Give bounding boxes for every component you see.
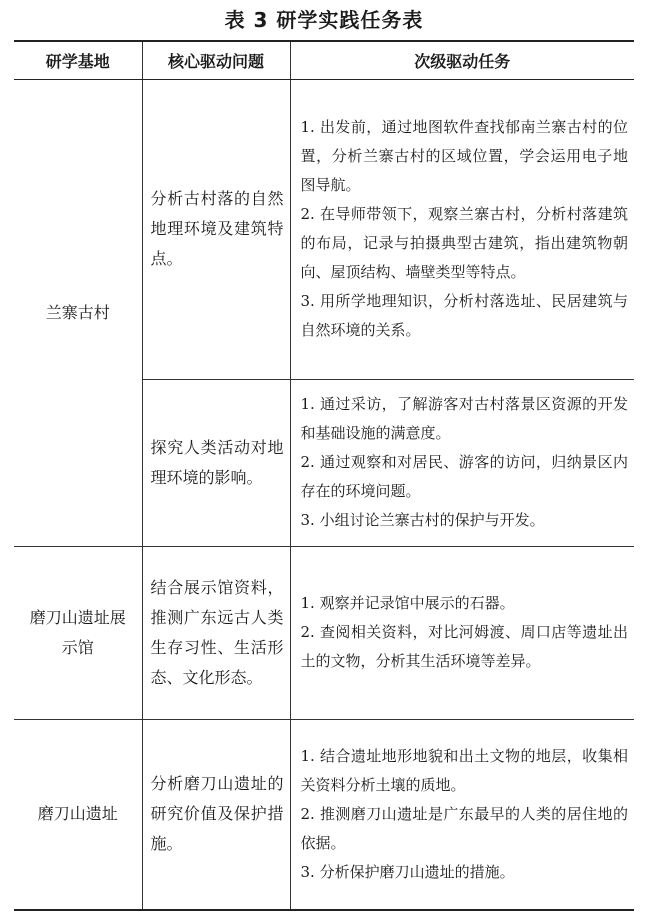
core-problem-cell: 分析磨刀山遗址的研究价值及保护措施。: [142, 719, 290, 910]
table-row: [14, 719, 634, 910]
sub-tasks-cell: [290, 379, 634, 546]
header-core-problem: 核心驱动问题: [142, 41, 290, 79]
task-item: 2. 通过观察和对居民、游客的访问，归纳景区内存在的环境问题。: [300, 453, 628, 500]
sub-tasks-cell: [290, 546, 634, 719]
task-item: 2. 推测磨刀山遗址是广东最早的人类的居住地的依据。: [300, 804, 628, 852]
research-task-table: [14, 40, 634, 911]
task-item: 3. 用所学地理知识，分析村落选址、民居建筑与自然环境的关系。: [300, 292, 628, 339]
sub-tasks-cell: [290, 79, 634, 379]
header-sub-tasks: 次级驱动任务: [290, 41, 634, 79]
task-item: 1. 出发前，通过地图软件查找郁南兰寨古村的位置，分析兰寨古村的区域位置，学会运用电子地图导航。: [300, 118, 628, 194]
task-item: 2. 查阅相关资料，对比河姆渡、周口店等遗址出土的文物，分析其生活环境等差异。: [300, 623, 628, 670]
task-item: 1. 通过采访，了解游客对古村落景区资源的开发和基础设施的满意度。: [300, 395, 628, 442]
base-cell: 兰寨古村: [14, 79, 142, 546]
core-problem-cell: 探究人类活动对地理环境的影响。: [142, 379, 290, 546]
table-caption: 表 3 研学实践任务表: [224, 8, 424, 32]
task-item: 3. 小组讨论兰寨古村的保护与开发。: [300, 511, 545, 529]
table-header-row: [14, 41, 634, 79]
table-row: [14, 546, 634, 719]
base-cell: 磨刀山遗址: [14, 719, 142, 910]
task-item: 2. 在导师带领下，观察兰寨古村，分析村落建筑的布局，记录与拍摄典型古建筑，指出建筑物朝向、屋顶结构、墙壁类型等特点。: [300, 205, 628, 281]
task-item: 3. 分析保护磨刀山遗址的措施。: [300, 862, 515, 881]
table-row: [14, 79, 634, 379]
header-base: 研学基地: [14, 41, 142, 79]
base-cell: 磨刀山遗址展示馆: [14, 546, 142, 719]
task-item: 1. 观察并记录馆中展示的石器。: [300, 594, 515, 612]
sub-tasks-cell: [290, 719, 634, 910]
core-problem-cell: 结合展示馆资料，推测广东远古人类生存习性、生活形态、文化形态。: [142, 546, 290, 719]
task-item: 1. 结合遗址地形地貌和出土文物的地层，收集相关资料分析土壤的质地。: [300, 746, 628, 794]
core-problem-cell: 分析古村落的自然地理环境及建筑特点。: [142, 79, 290, 379]
